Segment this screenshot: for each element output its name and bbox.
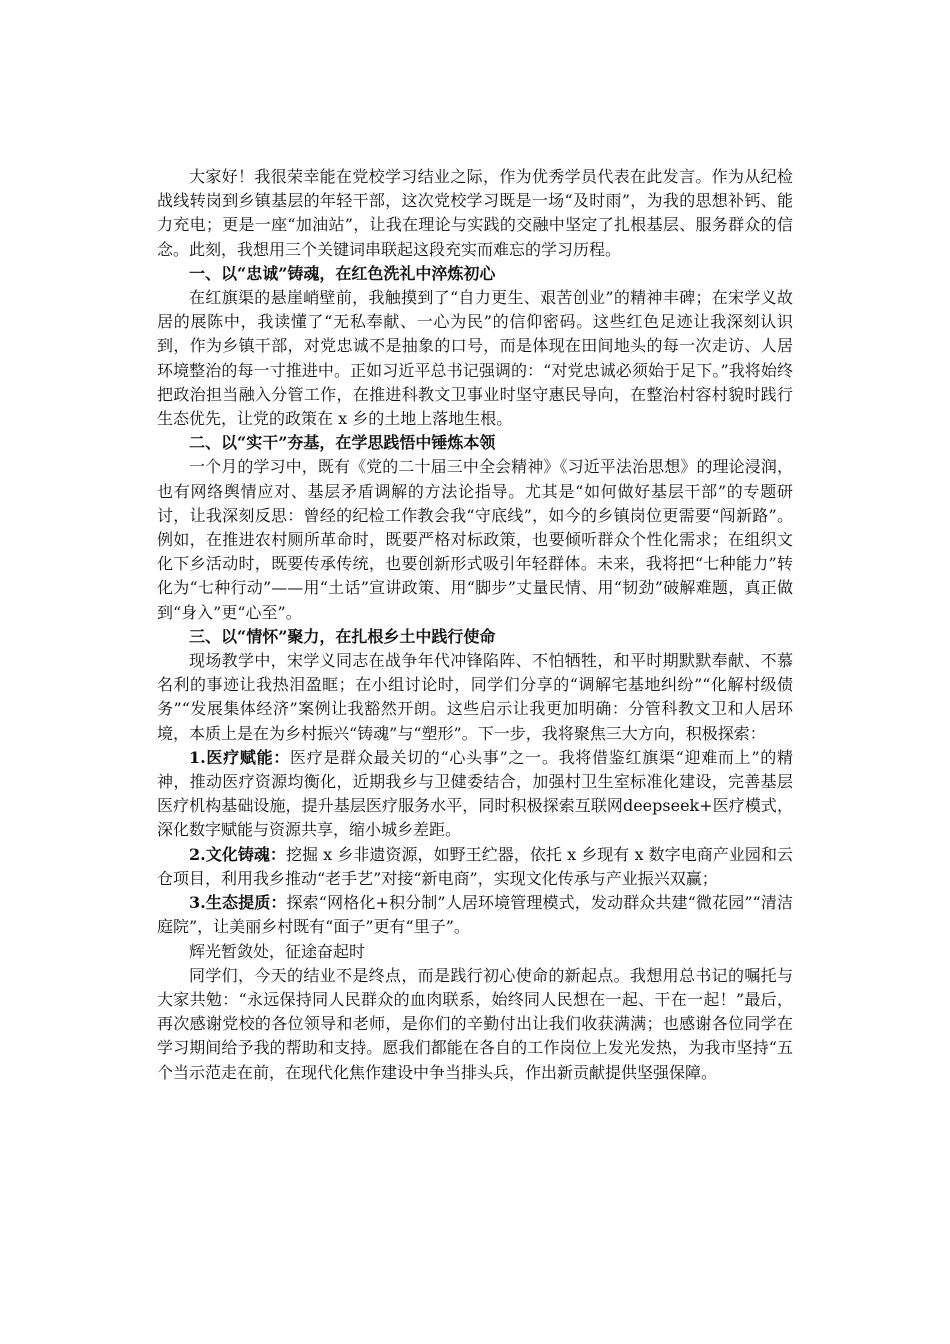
- document-body: [157, 165, 793, 1085]
- list-item-text: 挖掘 x 乡非遗资源，如野王纻器，依托 x 乡现有 x 数字电商产业园和云仓项目，利用我乡推动“老手艺”对接“新电商”，实现文化传承与产业振兴双赢；: [157, 844, 793, 888]
- closing-heading: 辉光暂敛处，征途奋起时: [189, 941, 366, 961]
- list-item-ecology: [157, 891, 793, 939]
- list-item-text: 探索“网格化+积分制”人居环境管理模式，发动群众共建“微花园”“清洁庭院”，让美丽乡村既有“面子”更有“里子”。: [157, 893, 793, 937]
- section-3-paragraph: 现场教学中，宋学义同志在战争年代冲锋陷阵、不怕牺牲，和平时期默默奉献、不慕名利的事迹让我热泪盈眶；在小组讨论时，同学们分享的“调解宅基地纠纷”“化解村级债务”“发展集体经济”案例让我豁然开朗。这些启示让我更加明确：分管科教文卫和人居环境，本质上是在为乡村振兴“铸魂”与“塑形”。下一步，我将聚焦三大方向，积极探索：: [157, 651, 793, 743]
- section-1-paragraph: 在红旗渠的悬崖峭壁前，我触摸到了“自力更生、艰苦创业”的精神丰碑；在宋学义故居的展陈中，我读懂了“无私奉献、一心为民”的信仰密码。这些红色足迹让我深刻认识到，作为乡镇干部，对党忠诚不是抽象的口号，而是体现在田间地头的每一次走访、人居环境整治的每一寸推进中。正如习近平总书记强调的：“对党忠诚必须始于足下。”我将始终把政治担当融入分管工作，在推进科教文卫事业时坚守惠民导向，在整治村容村貌时践行生态优先，让党的政策在 x 乡的土地上落地生根。: [157, 288, 793, 429]
- list-item-lead: 3.生态提质：: [189, 893, 287, 913]
- section-3-heading: 三、以“情怀”聚力，在扎根乡土中践行使命: [189, 626, 496, 646]
- list-item-medical: [157, 746, 793, 843]
- list-item-culture: [157, 843, 793, 891]
- section-2-heading: 二、以“实干”夯基，在学思践悟中锤炼本领: [189, 433, 496, 453]
- list-item-lead: 2.文化铸魂：: [189, 844, 286, 864]
- section-2-paragraph: 一个月的学习中，既有《党的二十届三中全会精神》《习近平法治思想》的理论浸润，也有网络舆情应对、基层矛盾调解的方法论指导。尤其是“如何做好基层干部”的专题研讨，让我深刻反思：曾经的纪检工作教会我“守底线”，如今的乡镇岗位更需要“闯新路”。例如，在推进农村厕所革命时，既要严格对标政策，也要倾听群众个性化需求；在组织文化下乡活动时，既要传承传统，也要创新形式吸引年轻群体。未来，我将把“七种能力”转化为“七种行动”——用“土话”宣讲政策、用“脚步”丈量民情、用“韧劲”破解难题，真正做到“身入”更“心至”。: [157, 457, 793, 622]
- list-item-lead: 1.医疗赋能：: [189, 747, 291, 767]
- list-item-text: 医疗是群众最关切的“心头事”之一。我将借鉴红旗渠“迎难而上”的精神，推动医疗资源均衡化，近期我乡与卫健委结合，加强村卫生室标准化建设，完善基层医疗机构基础设施，提升基层医疗服务水平，同时积极探索互联网deepseek+医疗模式，深化数字赋能与资源共享，缩小城乡差距。: [157, 747, 793, 840]
- section-1-heading: 一、以“忠诚”铸魂，在红色洗礼中淬炼初心: [189, 263, 496, 283]
- closing-paragraph: 同学们，今天的结业不是终点，而是践行初心使命的新起点。我想用总书记的嘱托与大家共勉：“永远保持同人民群众的血肉联系，始终同人民想在一起、干在一起！”最后，再次感谢党校的各位领导和老师，是你们的辛勤付出让我们收获满满；也感谢各位同学在学习期间给予我的帮助和支持。愿我们都能在各自的工作岗位上发光发热，为我市坚持“五个当示范走在前，在现代化焦作建设中争当排头兵，作出新贡献提供坚强保障。: [157, 965, 793, 1082]
- intro-paragraph: 大家好！我很荣幸能在党校学习结业之际，作为优秀学员代表在此发言。作为从纪检战线转岗到乡镇基层的年轻干部，这次党校学习既是一场“及时雨”，为我的思想补钙、能力充电；更是一座“加油站”，让我在理论与实践的交融中坚定了扎根基层、服务群众的信念。此刻，我想用三个关键词串联起这段充实而难忘的学习历程。: [157, 167, 793, 259]
